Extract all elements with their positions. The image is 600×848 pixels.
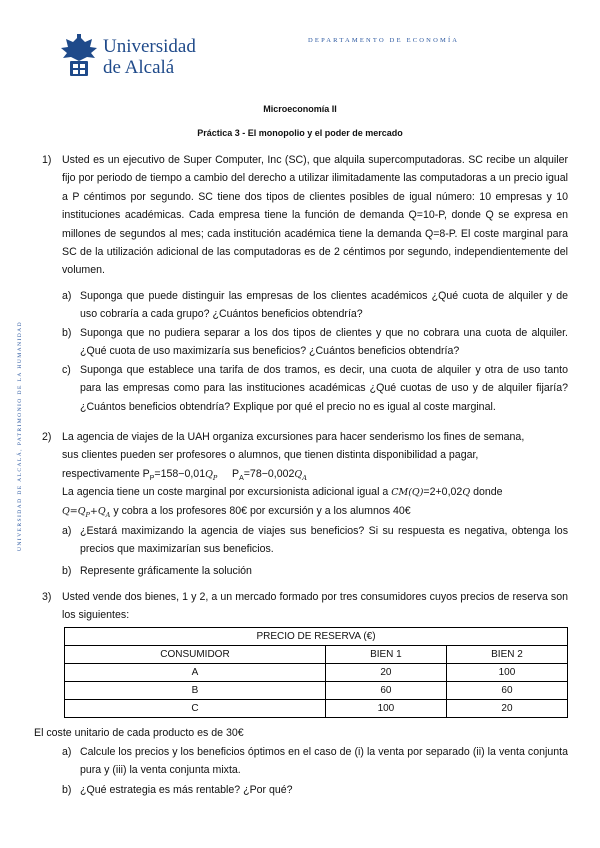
q2-number: 2) <box>42 431 52 443</box>
table-cell: 60 <box>325 682 446 700</box>
q2-cost-line <box>62 483 503 502</box>
q2-cm: CM(Q) <box>391 487 424 498</box>
table-row <box>65 664 568 682</box>
table-cell: 20 <box>325 664 446 682</box>
q2b-item <box>80 562 568 580</box>
q2-demand-intro: respectivamente P <box>62 468 150 480</box>
university-crest-icon <box>58 34 100 80</box>
q2-demand-a: =78−0,002 <box>243 468 295 480</box>
q2-q-var: Q <box>462 487 471 498</box>
q2-total-sub-a: A <box>105 511 111 520</box>
logo-text-line2: de Alcalá <box>103 57 175 78</box>
table-cell: B <box>65 682 326 700</box>
department-name: DEPARTAMENTO DE ECONOMÍA <box>308 37 460 44</box>
table-cell: 20 <box>446 700 567 718</box>
table-header-cell: BIEN 1 <box>325 646 446 664</box>
table-cell: A <box>65 664 326 682</box>
q1b-item <box>80 324 568 361</box>
q2-total-q: Q=Q <box>62 506 86 517</box>
q2a-label: a) <box>62 525 72 537</box>
q3-text: Usted vende dos bienes, 1 y 2, a un mercado formado por tres consumidores cuyos precios de reserva son los siguientes: <box>62 591 568 622</box>
table-header-row <box>65 646 568 664</box>
q2-qa: Q <box>294 469 303 480</box>
q2a-text: ¿Estará maximizando la agencia de viajes sus beneficios? Si su respuesta es negativa, obtenga los precios que maximizarían sus beneficios. <box>80 525 568 556</box>
q2-total-plus: +Q <box>89 506 106 517</box>
q1a-label: a) <box>62 290 72 302</box>
q2-total-sub-p: P <box>85 511 90 520</box>
q2b-text: Represente gráficamente la solución <box>80 565 252 577</box>
q1a-item <box>80 287 568 324</box>
document-subtitle: Práctica 3 - El monopolio y el poder de mercado <box>197 128 403 138</box>
table-row <box>65 682 568 700</box>
q1-number: 1) <box>42 154 52 166</box>
table-caption-row <box>65 628 568 646</box>
q3a-label: a) <box>62 746 72 758</box>
q1c-label: c) <box>62 364 71 376</box>
q1-text: Usted es un ejecutivo de Super Computer, Inc (SC), que alquila supercomputadoras. SC recibe un alquiler fijo por periodo de tiempo a cambio del derecho a utilizar ilimitadamente las computadoras a un precio igual a P céntimos por segundo. SC tiene dos tipos de clientes posibles de igual número: 10 empresas y 10 instituciones académicas. Cada empresa tiene la función de demanda Q=10-P, donde Q se expresa en millones de segundos al mes; cada institución académica tiene la demanda Q=8-P. El coste marginal para SC de la utilización adicional de las computadoras es de 2 céntimos por segundo, independientemente del volumen. <box>62 154 568 277</box>
q3-number: 3) <box>42 591 52 603</box>
q2-line1: La agencia de viajes de la UAH organiza excursiones para hacer senderismo los fines de semana, <box>62 431 525 443</box>
reservation-price-table <box>64 627 568 718</box>
q3a-text: Calcule los precios y los beneficios óptimos en el caso de (i) la venta por separado (ii) la venta conjunta pura y (iii) la venta conjunta mixta. <box>80 746 568 777</box>
table-row <box>65 700 568 718</box>
document-title: Microeconomía II <box>263 104 337 114</box>
q1-statement <box>62 151 568 280</box>
q1c-text: Suponga que establece una tarifa de dos tramos, es decir, una cuota de alquiler y otra de uso tanto para las empresas como para las instituciones académicas ¿Qué cuotas de uso y de alquiler fijaría? ¿Cuántos beneficios obtendría? Explique por qué el precio no es igual al coste marginal. <box>80 364 568 413</box>
q1b-text: Suponga que no pudiera separar a los dos tipos de clientes y que no cobrara una cuota de alquiler. ¿Qué cuota de uso maximizaría sus beneficios? ¿Cuántos beneficios obtendría? <box>80 327 568 358</box>
q2-sub-a: A <box>239 475 244 483</box>
q2-price-text: y cobra a los profesores 80€ por excursión y a los alumnos 40€ <box>113 505 411 517</box>
table-caption: PRECIO DE RESERVA (€) <box>65 628 568 646</box>
q2-cost-where: donde <box>473 486 503 498</box>
table-header-cell: CONSUMIDOR <box>65 646 326 664</box>
q3a-item <box>80 743 568 780</box>
q2b-label: b) <box>62 565 72 577</box>
q1c-item <box>80 361 568 416</box>
table-header-cell: BIEN 2 <box>446 646 567 664</box>
q3b-label: b) <box>62 784 72 796</box>
table-cell: 100 <box>446 664 567 682</box>
q2-sub-p: P <box>149 475 155 483</box>
q3b-text: ¿Qué estrategia es más rentable? ¿Por qué? <box>80 784 293 796</box>
q2-pa-label: P <box>231 468 240 480</box>
q2-cost-intro: La agencia tiene un coste marginal por excursionista adicional igual a <box>62 486 389 498</box>
q2-qp: Q <box>205 469 213 480</box>
q1a-text: Suponga que puede distinguir las empresas de los clientes académicos ¿Qué cuota de alquiler y de uso cobraría a cada grupo? ¿Cuántos beneficios obtendría? <box>80 290 568 321</box>
q2-cost-eq: =2+0,02 <box>423 486 463 498</box>
logo-text-line1: Universidad <box>103 36 196 57</box>
q2-demand-p: =158−0,01 <box>154 468 206 480</box>
table-cell: C <box>65 700 326 718</box>
q2a-item <box>80 522 568 559</box>
q3-statement <box>62 588 568 625</box>
q3b-item <box>80 781 568 799</box>
q2-qa-sub: A <box>302 474 307 483</box>
university-logo <box>58 30 208 85</box>
q2-line2: sus clientes pueden ser profesores o alumnos, que tienen distinta disponibilidad a pagar, <box>62 449 479 461</box>
q2-qp-sub: P <box>212 474 218 483</box>
table-cell: 60 <box>446 682 567 700</box>
side-banner-text: UNIVERSIDAD DE ALCALÁ, PATRIMONIO DE LA HUMANIDAD <box>17 320 23 552</box>
table-cell: 100 <box>325 700 446 718</box>
q1b-label: b) <box>62 327 72 339</box>
q3-unit-cost: El coste unitario de cada producto es de 30€ <box>34 727 244 739</box>
